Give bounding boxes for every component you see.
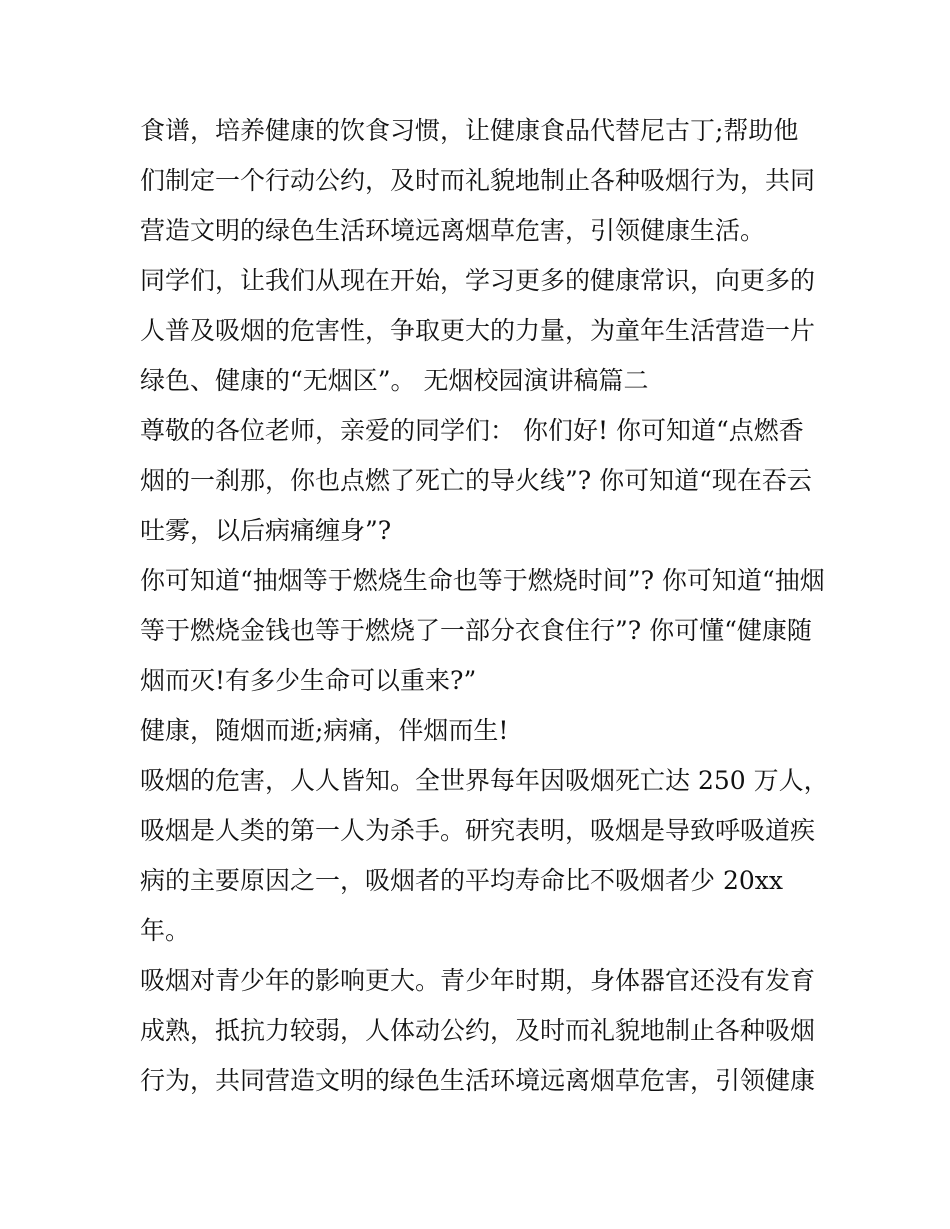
text-line: 烟的一刹那，你也点燃了死亡的导火线”? 你可知道“现在吞云 bbox=[140, 466, 812, 495]
text-line: 绿色、健康的“无烟区”。 无烟校园演讲稿篇二 bbox=[140, 366, 649, 395]
text-line: 食谱，培养健康的饮食习惯，让健康食品代替尼古丁;帮助他 bbox=[140, 116, 799, 145]
text-line: 烟而灭!有多少生命可以重来?” bbox=[140, 666, 477, 695]
text-line: 人普及吸烟的危害性，争取更大的力量，为童年生活营造一片 bbox=[140, 316, 816, 345]
text-line: 吸烟对青少年的影响更大。青少年时期，身体器官还没有发育 bbox=[140, 966, 816, 995]
text-line: 健康，随烟而逝;病痛，伴烟而生! bbox=[140, 716, 509, 745]
text-line: 吐雾，以后病痛缠身”? bbox=[140, 516, 392, 545]
text-line: 同学们，让我们从现在开始，学习更多的健康常识，向更多的 bbox=[140, 266, 816, 295]
text-line: 尊敬的各位老师，亲爱的同学们： 你们好! 你可知道“点燃香 bbox=[140, 416, 804, 445]
text-line: 吸烟的危害，人人皆知。全世界每年因吸烟死亡达 250 万人， bbox=[140, 766, 829, 795]
body-text bbox=[140, 106, 830, 1106]
text-line: 病的主要原因之一，吸烟者的平均寿命比不吸烟者少 20xx bbox=[140, 866, 783, 895]
text-line: 营造文明的绿色生活环境远离烟草危害，引领健康生活。 bbox=[140, 216, 766, 245]
text-line: 等于燃烧金钱也等于燃烧了一部分衣食住行”? 你可懂“健康随 bbox=[140, 616, 812, 645]
text-line: 吸烟是人类的第一人为杀手。研究表明，吸烟是导致呼吸道疾 bbox=[140, 816, 816, 845]
text-line: 你可知道“抽烟等于燃烧生命也等于燃烧时间”? 你可知道“抽烟 bbox=[140, 566, 825, 595]
text-line: 年。 bbox=[140, 916, 191, 945]
text-line: 成熟，抵抗力较弱，人体动公约，及时而礼貌地制止各种吸烟 bbox=[140, 1016, 816, 1045]
text-line: 行为，共同营造文明的绿色生活环境远离烟草危害，引领健康 bbox=[140, 1066, 816, 1095]
text-line: 们制定一个行动公约，及时而礼貌地制止各种吸烟行为，共同 bbox=[140, 166, 816, 195]
